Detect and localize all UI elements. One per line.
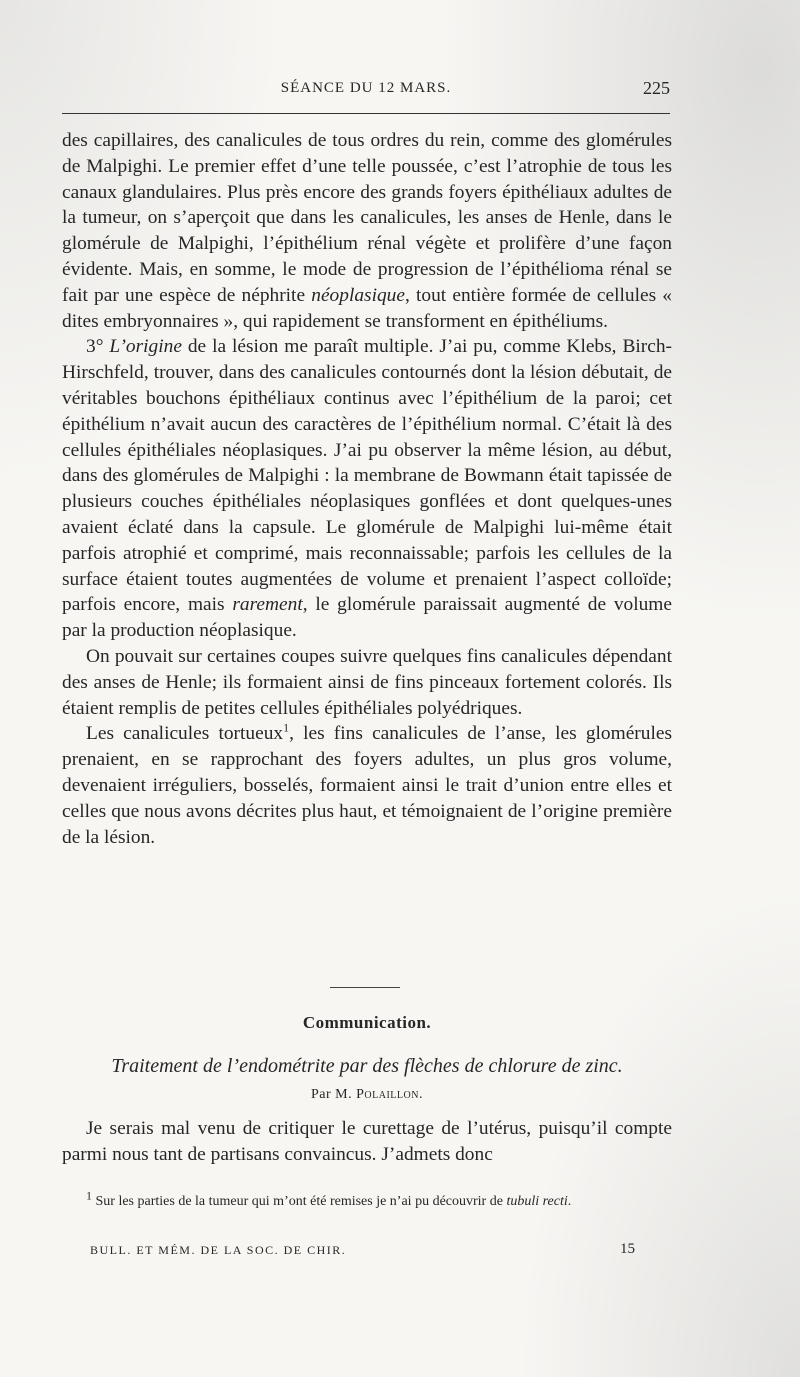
text-run: .	[567, 1194, 572, 1209]
text-run: Je serais mal venu de critiquer le curettage de l’utérus, puisqu’il compte parmi nous tant de partisans convaincus. J’admets donc	[62, 1118, 672, 1165]
page-number: 225	[643, 78, 670, 98]
italic-run: tubuli recti	[506, 1194, 568, 1209]
paragraph	[62, 334, 672, 644]
italic-run: néoplasique	[311, 284, 405, 306]
section-heading: Communication.	[302, 1013, 432, 1032]
footnote-body	[92, 1194, 571, 1209]
header-rule	[62, 113, 670, 114]
paragraph	[62, 128, 672, 334]
text-run: , les fins canalicules de l’anse, les glomérules prenaient, en se rapprochant des foyers adultes, un plus gros volume, devenaient irréguliers, bosselés, formaient ainsi le trait d’union entre elles et celles que nous avons décrites plus haut, et témoignaient de l’origine première de la lésion.	[62, 723, 673, 848]
footnote-marker: 1	[86, 1188, 92, 1203]
paragraph	[62, 644, 672, 721]
text-run: Sur les parties de la tumeur qui m’ont été remises je n’ai pu découvrir de	[92, 1194, 507, 1209]
signature-mark: 15	[620, 1241, 635, 1257]
text-run: , tout entière formée de cellules « dites embryonnaires », qui rapidement se transforment en épithéliums.	[62, 284, 672, 332]
text-run: Les canalicules tortueux	[86, 723, 284, 745]
section-separator	[330, 987, 400, 988]
paragraph	[62, 721, 672, 850]
footnote-text	[62, 1188, 672, 1212]
paragraph	[62, 1116, 672, 1168]
running-title: SÉANCE DU 12 MARS.	[280, 80, 452, 96]
text-run: On pouvait sur certaines coupes suivre quelques fins canalicules dépendant des anses de Henle; ils formaient ainsi de fins pinceaux fortement colorés. Ils étaient remplis de petites cellules épithéliales polyédriques.	[62, 645, 672, 719]
byline	[62, 1087, 672, 1103]
body-text	[62, 128, 672, 850]
author-name: Polaillon.	[356, 1087, 423, 1102]
italic-run: rarement	[232, 594, 303, 616]
footnote	[62, 1188, 672, 1212]
page-footer	[90, 1241, 635, 1261]
footnote-ref: 1	[283, 720, 290, 735]
text-run: de la lésion me paraît multiple. J’ai pu, comme Klebs, Birch-Hirschfeld, trouver, dans des canalicules contournés dont la lésion débutait, de véritables bouchons épithéliaux continus avec l’épithélium de la paroi; cet épithélium n’avait aucun des caractères de l’épithélium normal. C’était là des cellules épithéliales néoplasiques. J’ai pu observer la même lésion, au début, dans des glomérules de Malpighi : la membrane de Bowmann était tapissée de plusieurs couches épithéliales néoplasiques gonflées et dont quelques-unes avaient éclaté dans la capsule. Le glomérule de Malpighi lui-même était parfois atrophié et comprimé, mais reconnaissable; parfois les cellules de la surface étaient toutes augmentées de volume et prenaient l’aspect colloïde; parfois encore, mais	[62, 336, 672, 616]
text-run: 3°	[86, 336, 110, 358]
article-title: Traitement de l’endométrite par des flèches de chlorure de zinc.	[111, 1055, 623, 1077]
text-run: , le glomérule paraissait augmenté de volume par la production néoplasique.	[62, 594, 672, 642]
running-head	[62, 78, 670, 102]
byline-prefix: Par M.	[311, 1087, 353, 1102]
italic-run: L’origine	[109, 336, 182, 358]
article-body	[62, 1116, 672, 1168]
journal-name: BULL. ET MÉM. DE LA SOC. DE CHIR.	[90, 1243, 347, 1257]
text-run: des capillaires, des canalicules de tous ordres du rein, comme des glomérules de Malpighi. Le premier effet d’une telle poussée, c’est l’atrophie de tous les canaux glandulaires. Plus près encore des grands foyers épithéliaux adultes de la tumeur, on s’aperçoit que dans les canalicules, les anses de Henle, dans le glomérule de Malpighi, l’épithélium rénal végète et prolifère d’une façon évidente. Mais, en somme, le mode de progression de l’épithélioma rénal se fait par une espèce de néphrite	[62, 130, 672, 306]
